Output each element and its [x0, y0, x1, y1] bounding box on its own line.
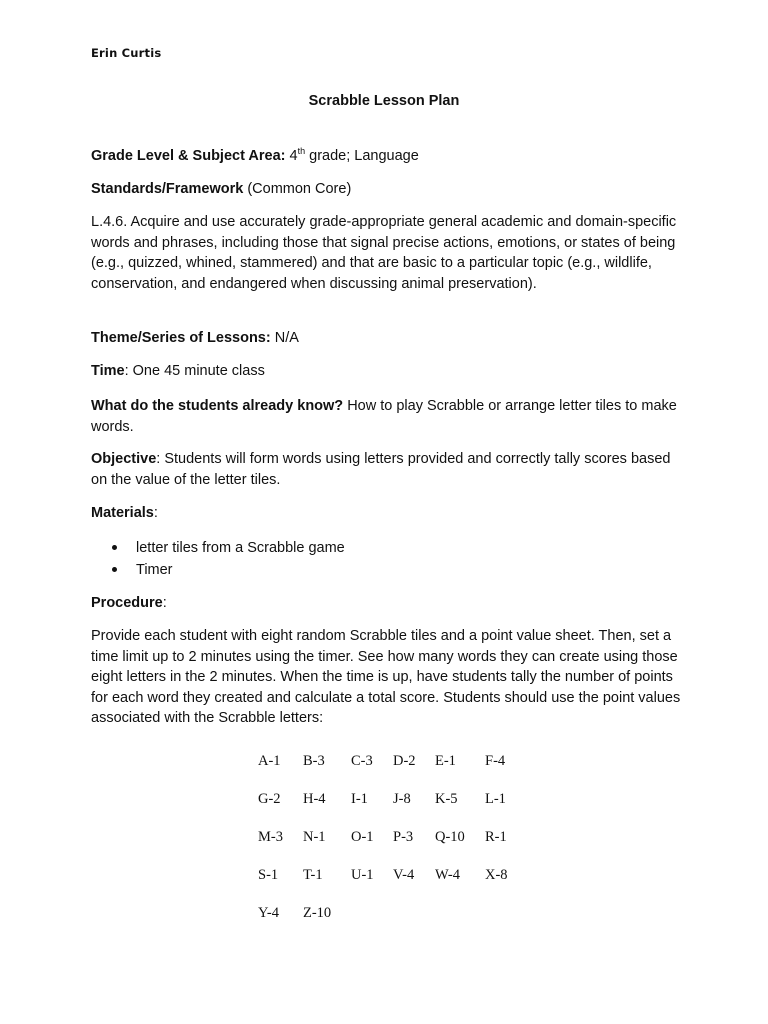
prior-knowledge-line [91, 396, 681, 437]
table-cell: H-4 [303, 791, 326, 807]
standards-value: (Common Core) [243, 181, 352, 197]
table-row [258, 866, 525, 904]
procedure-text: Provide each student with eight random Scrabble tiles and a point value sheet. Then, set a time limit up to 2 minutes using the timer. See how many words they can create using those eight letters in the 2 minutes. When the time is up, have students tally the number of points for each word they created and calculate a total score. Students should use the point values associated with the Scrabble letters: [91, 628, 681, 726]
procedure-label: Procedure [91, 595, 163, 611]
procedure-colon: : [162, 595, 167, 611]
time-label: Time [91, 363, 125, 379]
author-name: Erin Curtis [91, 46, 162, 60]
grade-level-line [91, 146, 681, 167]
page-title: Scrabble Lesson Plan [308, 93, 460, 109]
table-cell: V-4 [393, 867, 415, 883]
table-cell: Q-10 [435, 829, 465, 845]
grade-level-label: Grade Level & Subject Area: [91, 148, 286, 164]
table-cell: L-1 [485, 791, 506, 807]
materials-label: Materials [91, 505, 154, 521]
list-item [112, 560, 345, 582]
table-cell [485, 904, 525, 942]
table-cell: K-5 [435, 791, 458, 807]
time-line [91, 361, 681, 382]
standards-line [91, 179, 681, 200]
list-item [112, 538, 345, 560]
table-cell: Z-10 [303, 905, 332, 921]
grade-number: 4 [289, 148, 298, 164]
table-cell: C-3 [351, 753, 373, 769]
prior-knowledge-label: What do the students already know? [91, 398, 344, 414]
table-cell: F-4 [485, 753, 506, 769]
standard-description: L.4.6. Acquire and use accurately grade-appropriate general academic and domain-specific words and phrases, including those that signal precise actions, emotions, or states of being (e.g., quizzed, whined, stammered) and that are basic to a particular topic (e.g., wildlife, conservation, and endangered when discussing animal preservation). [91, 214, 677, 292]
theme-label: Theme/Series of Lessons: [91, 330, 271, 346]
table-cell: M-3 [258, 829, 283, 845]
table-cell [435, 904, 485, 942]
theme-value: N/A [270, 330, 299, 346]
grade-subject: grade; Language [305, 148, 419, 164]
table-cell: P-3 [393, 829, 414, 845]
table-cell: S-1 [258, 867, 279, 883]
table-cell: W-4 [435, 867, 460, 883]
table-cell [393, 904, 435, 942]
table-cell: I-1 [351, 791, 368, 807]
table-cell: G-2 [258, 791, 281, 807]
table-row [258, 790, 525, 828]
material-item-text: Timer [136, 562, 173, 578]
procedure-heading [91, 593, 681, 614]
table-cell: O-1 [351, 829, 374, 845]
table-cell: J-8 [393, 791, 411, 807]
prior-knowledge-value: How to play Scrabble or arrange letter tiles to make words. [91, 398, 677, 435]
theme-line [91, 328, 681, 349]
grade-suffix: th [297, 146, 306, 156]
table-row [258, 828, 525, 866]
table-cell: N-1 [303, 829, 326, 845]
materials-heading [91, 503, 681, 524]
table-cell: Y-4 [258, 905, 279, 921]
tile-values-table [258, 752, 525, 942]
table-cell [351, 904, 393, 942]
table-cell: E-1 [435, 753, 456, 769]
table-row [258, 904, 525, 942]
bullet-icon [112, 545, 117, 550]
standards-label: Standards/Framework [91, 181, 244, 197]
table-cell: X-8 [485, 867, 508, 883]
bullet-icon [112, 567, 117, 572]
table-cell: U-1 [351, 867, 374, 883]
table-cell: B-3 [303, 753, 325, 769]
materials-colon: : [153, 505, 158, 521]
objective-value: : Students will form words using letters provided and correctly tally scores based on the value of the letter tiles. [91, 451, 671, 488]
table-cell: T-1 [303, 867, 323, 883]
time-value: : One 45 minute class [124, 363, 265, 379]
table-cell: D-2 [393, 753, 416, 769]
objective-line [91, 449, 681, 490]
table-cell: R-1 [485, 829, 507, 845]
table-cell: A-1 [258, 753, 281, 769]
material-item-text: letter tiles from a Scrabble game [136, 540, 345, 556]
table-row [258, 752, 525, 790]
materials-list [112, 538, 345, 582]
objective-label: Objective [91, 451, 157, 467]
